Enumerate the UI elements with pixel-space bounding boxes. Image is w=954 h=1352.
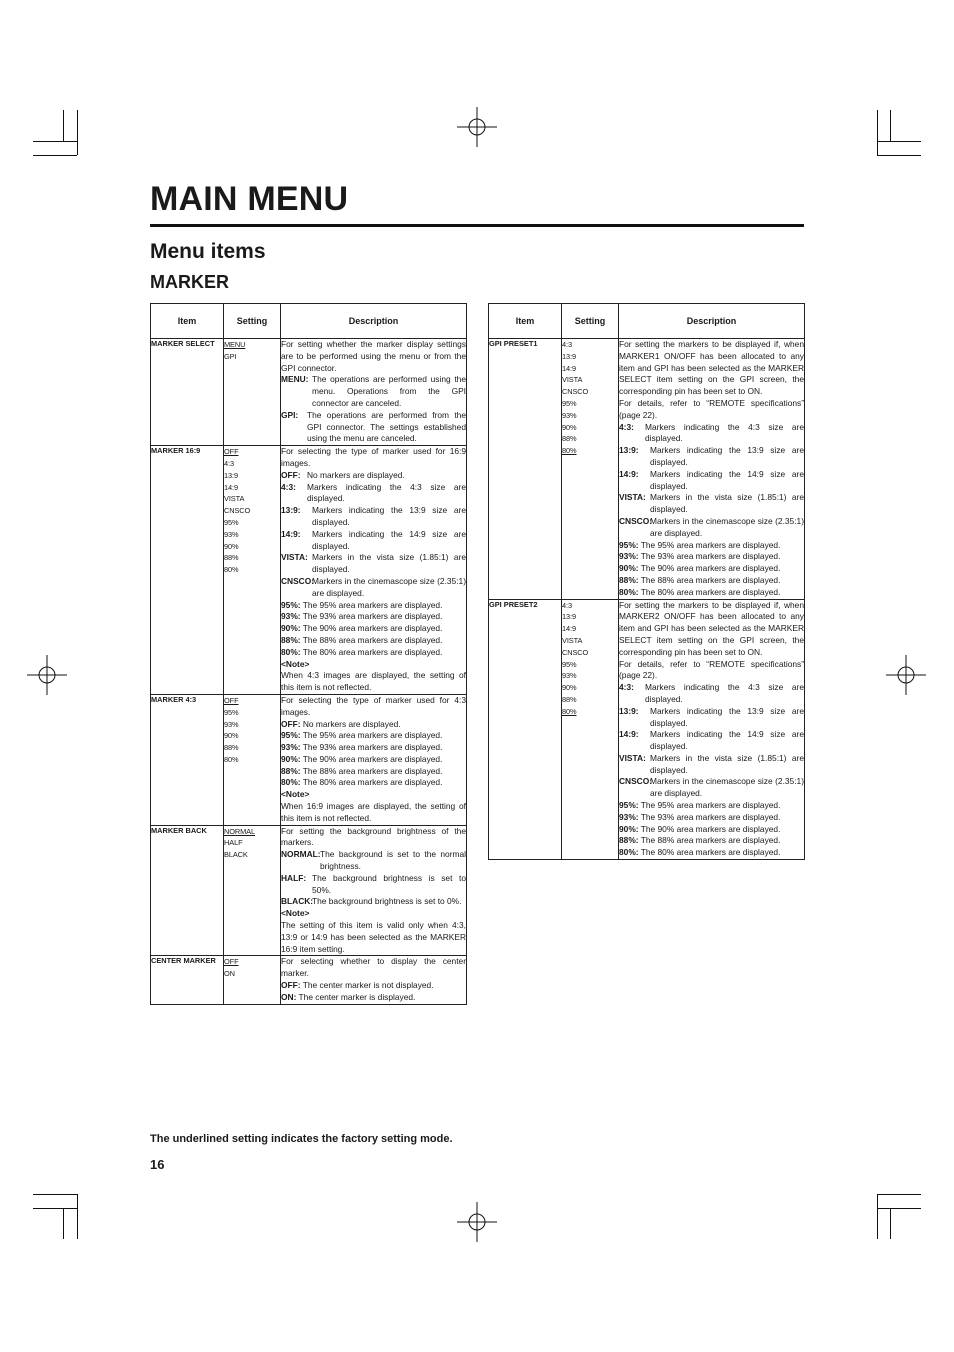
definition-text: The 90% area markers are displayed.: [640, 563, 781, 574]
setting-option-label: 13:9: [224, 470, 238, 480]
definition-text: The 93% area markers are displayed.: [302, 611, 443, 622]
setting-option: [224, 837, 280, 849]
inline-definition: [281, 766, 466, 778]
setting-option: [562, 339, 618, 351]
description-intro: For selecting the type of marker used for 4:3 images.: [281, 694, 466, 717]
setting-options: [224, 339, 281, 446]
definition-text: The 88% area markers are displayed.: [302, 765, 443, 776]
definition-key: 90%:: [619, 563, 639, 574]
table-row: [151, 446, 467, 695]
definition-text: The 80% area markers are displayed.: [640, 586, 781, 597]
definition-text: Markers in the cinemascope size (2.35:1) are displayed.: [312, 575, 466, 598]
definition-text: Markers indicating the 14:9 size are displayed.: [650, 468, 804, 491]
definition-text: The operations are performed using the menu. Operations from the GPI connector are canceled.: [312, 374, 466, 408]
setting-option-label: 14:9: [562, 624, 576, 634]
setting-option: [224, 505, 280, 517]
definition-key: CNSCO:: [619, 776, 653, 787]
default-setting-option: [224, 339, 280, 351]
definition-key: VISTA:: [619, 752, 646, 763]
setting-option: [562, 647, 618, 659]
setting-option-label: CNSCO: [224, 506, 251, 516]
definition-text: The 90% area markers are displayed.: [302, 753, 443, 764]
setting-option-label: 80%: [224, 754, 239, 764]
definition-key: 88%:: [281, 765, 301, 776]
inline-definition: [281, 635, 466, 647]
definition-text: The 95% area markers are displayed.: [640, 800, 781, 811]
definition-text: No markers are displayed.: [302, 718, 401, 729]
setting-option: [224, 541, 280, 553]
default-setting-option: [224, 695, 280, 707]
setting-option: [224, 482, 280, 494]
definition-text: The background brightness is set to 50%.: [312, 872, 466, 895]
default-setting-option: [562, 445, 618, 457]
header-setting: Setting: [224, 304, 281, 339]
note-text: When 4:3 images are displayed, the setting of this item is not reflected.: [281, 670, 466, 693]
description-intro: For setting the markers to be displayed if, when MARKER2 ON/OFF has been allocated to any item and GPI has been selected as the MARKER SELECT item setting on the GPI screen, the corresponding pin has been set to ON.: [619, 599, 804, 657]
setting-option-label: BLACK: [224, 850, 248, 860]
definition-line: [281, 410, 466, 445]
table-row: [489, 599, 805, 860]
table-row: [151, 339, 467, 446]
definition-key: OFF:: [281, 980, 301, 991]
definition-key: VISTA:: [619, 492, 646, 503]
note-label: <Note>: [281, 658, 310, 669]
description: [281, 825, 467, 956]
definition-key: OFF:: [281, 469, 301, 480]
description: [281, 956, 467, 1004]
crop-mark: [877, 1194, 921, 1195]
definition-key: 13:9:: [619, 445, 639, 456]
definition-key: 93%:: [281, 611, 301, 622]
definition-key: 93%:: [619, 551, 639, 562]
setting-option-label: 80%: [562, 706, 577, 716]
setting-option: [562, 422, 618, 434]
definition-text: The 95% area markers are displayed.: [640, 539, 781, 550]
crop-mark: [63, 110, 64, 141]
definition-text: Markers indicating the 13:9 size are displayed.: [312, 505, 466, 527]
page-title: MAIN MENU: [150, 180, 349, 218]
table-row: [151, 956, 467, 1004]
setting-option-label: 88%: [224, 743, 239, 753]
definition-line: [281, 896, 466, 908]
setting-option-label: 13:9: [562, 612, 576, 622]
page-subtitle: Menu items: [150, 240, 266, 263]
registration-mark: [886, 655, 926, 695]
crop-mark: [877, 1194, 878, 1239]
setting-options: [562, 339, 619, 600]
definition-key: VISTA:: [281, 552, 308, 563]
setting-option: [224, 719, 280, 731]
definition-line: [619, 492, 804, 516]
setting-option: [562, 670, 618, 682]
setting-option: [562, 398, 618, 410]
definition-line: [281, 873, 466, 897]
setting-option-label: 4:3: [562, 340, 572, 349]
definition-text: The 80% area markers are displayed.: [302, 777, 443, 788]
inline-definition: [281, 754, 466, 766]
description: [619, 339, 805, 600]
definition-text: Markers in the vista size (1.85:1) are displayed.: [650, 492, 804, 515]
setting-option-label: HALF: [224, 838, 243, 848]
setting-option: [224, 517, 280, 529]
definition-key: 80%:: [281, 646, 301, 657]
setting-option-label: 95%: [224, 517, 239, 527]
setting-option-label: 88%: [562, 434, 577, 444]
definition-key: CNSCO:: [281, 575, 315, 586]
setting-option-label: 13:9: [562, 351, 576, 361]
description-reference: For details, refer to “REMOTE specifications” (page 22).: [619, 658, 804, 681]
description-intro: For setting the background brightness of the markers.: [281, 825, 466, 848]
definition-line: [619, 682, 804, 706]
definition-key: 4:3:: [619, 421, 634, 432]
definition-line: [281, 470, 466, 482]
crop-mark: [33, 1194, 77, 1195]
crop-mark: [890, 110, 891, 141]
inline-definition: [619, 824, 804, 836]
definition-text: The 88% area markers are displayed.: [640, 574, 781, 585]
crop-mark: [877, 1208, 921, 1209]
definition-key: 95%:: [281, 599, 301, 610]
inline-definition: [281, 719, 466, 731]
definition-key: HALF:: [281, 872, 307, 883]
definition-text: No markers are displayed.: [307, 469, 405, 480]
setting-option-label: 93%: [224, 529, 239, 539]
definition-key: 90%:: [281, 623, 301, 634]
setting-option-label: OFF: [224, 957, 239, 967]
crop-mark: [77, 1194, 78, 1239]
table-header-row: [151, 304, 467, 339]
definition-line: [281, 482, 466, 506]
header-setting: Setting: [562, 304, 619, 339]
definition-text: The center marker is not displayed.: [302, 980, 434, 991]
setting-options: [562, 599, 619, 860]
item-name: GPI PRESET2: [489, 599, 562, 860]
setting-option-label: OFF: [224, 447, 239, 457]
definition-text: Markers indicating the 13:9 size are displayed.: [650, 705, 804, 728]
definition-text: The 88% area markers are displayed.: [302, 634, 443, 645]
setting-option-label: GPI: [224, 351, 237, 361]
definition-key: OFF:: [281, 718, 301, 729]
definition-line: [619, 776, 804, 800]
setting-option-label: MENU: [224, 340, 246, 349]
definition-text: The 90% area markers are displayed.: [640, 823, 781, 834]
setting-option-label: CNSCO: [562, 647, 589, 657]
setting-options: [224, 956, 281, 1004]
definition-key: 14:9:: [619, 729, 639, 740]
definition-text: The 80% area markers are displayed.: [302, 646, 443, 657]
definition-text: Markers indicating the 4:3 size are displayed.: [307, 481, 466, 504]
registration-mark: [457, 1202, 497, 1242]
definition-key: 95%:: [619, 800, 639, 811]
definition-key: 14:9:: [281, 528, 301, 539]
table-header-row: [489, 304, 805, 339]
definition-key: CNSCO:: [619, 515, 653, 526]
setting-option-label: 95%: [562, 398, 577, 408]
definition-line: [619, 445, 804, 469]
description-reference: For details, refer to “REMOTE specifications” (page 22).: [619, 397, 804, 420]
setting-option: [224, 730, 280, 742]
setting-option: [562, 611, 618, 623]
setting-option-label: 80%: [562, 446, 577, 456]
note-text: When 16:9 images are displayed, the setting of this item is not reflected.: [281, 801, 466, 823]
inline-definition: [281, 777, 466, 789]
crop-mark: [33, 141, 77, 142]
definition-line: [281, 576, 466, 600]
default-setting-option: [224, 826, 280, 838]
setting-option-label: 4:3: [562, 600, 572, 610]
definition-key: 80%:: [281, 777, 301, 788]
definition-line: [281, 849, 466, 873]
definition-line: [619, 753, 804, 777]
setting-option: [224, 564, 280, 576]
definition-text: The 93% area markers are displayed.: [640, 551, 781, 562]
item-name: CENTER MARKER: [151, 956, 224, 1004]
table-row: [489, 339, 805, 600]
item-name: MARKER 16:9: [151, 446, 224, 695]
inline-definition: [619, 847, 804, 859]
definition-text: The 80% area markers are displayed.: [640, 847, 781, 858]
setting-option: [224, 493, 280, 505]
inline-definition: [281, 600, 466, 612]
crop-mark: [877, 155, 921, 156]
definition-text: The background is set to the normal brightness.: [320, 849, 466, 872]
inline-definition: [619, 540, 804, 552]
definition-text: Markers in the vista size (1.85:1) are displayed.: [312, 552, 466, 575]
setting-option: [562, 623, 618, 635]
setting-options: [224, 825, 281, 956]
definition-text: Markers in the cinemascope size (2.35:1) are displayed.: [650, 776, 804, 799]
setting-option-label: 93%: [224, 719, 239, 729]
item-name: MARKER SELECT: [151, 339, 224, 446]
note-label: <Note>: [281, 908, 310, 919]
setting-option: [224, 529, 280, 541]
inline-definition: [619, 812, 804, 824]
description: [281, 694, 467, 825]
definition-key: GPI:: [281, 409, 299, 420]
setting-option-label: 93%: [562, 410, 577, 420]
definition-key: MENU:: [281, 374, 309, 385]
setting-option-label: NORMAL: [224, 826, 256, 836]
definition-text: Markers indicating the 4:3 size are displayed.: [645, 421, 804, 444]
definition-text: Markers indicating the 13:9 size are displayed.: [650, 445, 804, 467]
setting-option: [562, 682, 618, 694]
description-intro: For setting whether the marker display settings are to be performed using the menu or from the GPI connector.: [281, 339, 466, 373]
note-text: The setting of this item is valid only when 4:3, 13:9 or 14:9 has been selected as the MARKER 16:9 item setting.: [281, 920, 466, 954]
inline-definition: [619, 800, 804, 812]
definition-line: [281, 374, 466, 409]
default-setting-option: [224, 446, 280, 458]
definition-key: 95%:: [619, 539, 639, 550]
setting-option: [224, 968, 280, 980]
description-intro: For setting the markers to be displayed if, when MARKER1 ON/OFF has been allocated to any item and GPI has been selected as the MARKER SELECT item setting on the GPI screen, the corresponding pin has been set to ON.: [619, 339, 804, 397]
definition-key: ON:: [281, 991, 297, 1002]
description: [281, 446, 467, 695]
setting-option: [224, 754, 280, 766]
inline-definition: [619, 835, 804, 847]
setting-option-label: 90%: [562, 422, 577, 432]
definition-key: 88%:: [619, 835, 639, 846]
description-intro: For selecting the type of marker used for 16:9 images.: [281, 446, 466, 468]
definition-text: The operations are performed from the GPI connector. The settings established using the menu are canceled.: [307, 409, 466, 444]
header-description: Description: [619, 304, 805, 339]
item-name: GPI PRESET1: [489, 339, 562, 600]
definition-line: [281, 529, 466, 553]
definition-text: The 93% area markers are displayed.: [302, 742, 443, 753]
setting-option-label: 90%: [562, 683, 577, 693]
definition-key: 13:9:: [619, 705, 639, 716]
setting-option-label: 88%: [224, 553, 239, 563]
item-name: MARKER 4:3: [151, 694, 224, 825]
definition-key: 4:3:: [619, 682, 634, 693]
inline-definition: [281, 992, 466, 1004]
setting-option: [562, 600, 618, 612]
crop-mark: [890, 1208, 891, 1239]
definition-key: 13:9:: [281, 505, 301, 516]
definition-line: [619, 729, 804, 753]
setting-option: [562, 659, 618, 671]
definition-key: 14:9:: [619, 468, 639, 479]
definition-text: Markers indicating the 14:9 size are displayed.: [650, 729, 804, 752]
note-label: <Note>: [281, 789, 310, 800]
registration-mark: [27, 655, 67, 695]
definition-line: [619, 516, 804, 540]
setting-option-label: 88%: [562, 694, 577, 704]
setting-option-label: 4:3: [224, 458, 234, 468]
setting-option-label: VISTA: [562, 635, 583, 645]
inline-definition: [281, 730, 466, 742]
definition-text: The 90% area markers are displayed.: [302, 623, 443, 634]
section-heading: MARKER: [150, 272, 229, 292]
setting-option: [562, 386, 618, 398]
setting-option: [224, 470, 280, 482]
crop-mark: [77, 110, 78, 155]
crop-mark: [877, 110, 878, 155]
setting-option-label: CNSCO: [562, 387, 589, 397]
definition-key: 93%:: [281, 742, 301, 753]
setting-option-label: 90%: [224, 731, 239, 741]
table-row: [151, 694, 467, 825]
setting-option: [562, 694, 618, 706]
setting-option: [562, 433, 618, 445]
item-name: MARKER BACK: [151, 825, 224, 956]
definition-line: [281, 505, 466, 529]
setting-option: [224, 351, 280, 363]
setting-option: [224, 458, 280, 470]
definition-key: NORMAL:: [281, 849, 321, 860]
setting-option-label: 95%: [562, 659, 577, 669]
setting-option: [224, 707, 280, 719]
setting-option: [224, 552, 280, 564]
definition-key: 95%:: [281, 730, 301, 741]
setting-option-label: 93%: [562, 671, 577, 681]
inline-definition: [619, 563, 804, 575]
crop-mark: [33, 155, 77, 156]
description: [281, 339, 467, 446]
setting-option-label: 14:9: [224, 482, 238, 492]
definition-line: [619, 422, 804, 446]
setting-option-label: 80%: [224, 565, 239, 575]
page-number: 16: [150, 1157, 165, 1172]
setting-option: [562, 410, 618, 422]
inline-definition: [619, 587, 804, 599]
title-rule: [150, 224, 804, 227]
setting-option: [224, 742, 280, 754]
crop-mark: [877, 141, 921, 142]
definition-text: Markers in the cinemascope size (2.35:1) are displayed.: [650, 515, 804, 538]
setting-option: [562, 351, 618, 363]
definition-key: 90%:: [281, 753, 301, 764]
header-item: Item: [489, 304, 562, 339]
default-setting-option: [224, 956, 280, 968]
inline-definition: [281, 647, 466, 659]
definition-text: The 95% area markers are displayed.: [302, 730, 443, 741]
definition-key: 4:3:: [281, 481, 296, 492]
definition-text: Markers in the vista size (1.85:1) are displayed.: [650, 752, 804, 775]
definition-line: [619, 706, 804, 730]
definition-key: 88%:: [281, 634, 301, 645]
definition-text: Markers indicating the 4:3 size are displayed.: [645, 682, 804, 704]
definition-text: Markers indicating the 14:9 size are displayed.: [312, 528, 466, 551]
definition-key: 90%:: [619, 823, 639, 834]
registration-mark: [457, 107, 497, 147]
setting-option-label: VISTA: [562, 375, 583, 385]
definition-key: 93%:: [619, 811, 639, 822]
setting-options: [224, 446, 281, 695]
inline-definition: [619, 551, 804, 563]
definition-line: [281, 552, 466, 576]
definition-text: The background brightness is set to 0%.: [312, 896, 462, 907]
default-setting-option: [562, 706, 618, 718]
setting-option-label: VISTA: [224, 494, 245, 504]
definition-key: BLACK:: [281, 896, 314, 907]
inline-definition: [619, 575, 804, 587]
definition-key: 88%:: [619, 574, 639, 585]
setting-option-label: 95%: [224, 707, 239, 717]
definition-text: The center marker is displayed.: [298, 991, 416, 1002]
definition-text: The 88% area markers are displayed.: [640, 835, 781, 846]
crop-mark: [63, 1208, 64, 1239]
marker-table-left: [150, 303, 467, 1005]
definition-key: 80%:: [619, 847, 639, 858]
setting-option: [562, 374, 618, 386]
header-item: Item: [151, 304, 224, 339]
setting-option: [562, 635, 618, 647]
inline-definition: [281, 623, 466, 635]
crop-mark: [33, 1208, 77, 1209]
inline-definition: [281, 742, 466, 754]
setting-option-label: OFF: [224, 695, 239, 705]
definition-key: 80%:: [619, 586, 639, 597]
setting-option-label: 90%: [224, 541, 239, 551]
inline-definition: [281, 980, 466, 992]
definition-text: The 93% area markers are displayed.: [640, 811, 781, 822]
marker-table-right: [488, 303, 805, 860]
description: [619, 599, 805, 860]
table-row: [151, 825, 467, 956]
setting-option-label: 14:9: [562, 363, 576, 373]
setting-option: [224, 849, 280, 861]
footnote: The underlined setting indicates the factory setting mode.: [150, 1133, 453, 1145]
description-intro: For selecting whether to display the center marker.: [281, 956, 466, 979]
setting-option-label: ON: [224, 969, 235, 979]
definition-text: The 95% area markers are displayed.: [302, 599, 443, 610]
definition-line: [619, 469, 804, 493]
inline-definition: [281, 611, 466, 623]
setting-options: [224, 694, 281, 825]
setting-option: [562, 363, 618, 375]
header-description: Description: [281, 304, 467, 339]
